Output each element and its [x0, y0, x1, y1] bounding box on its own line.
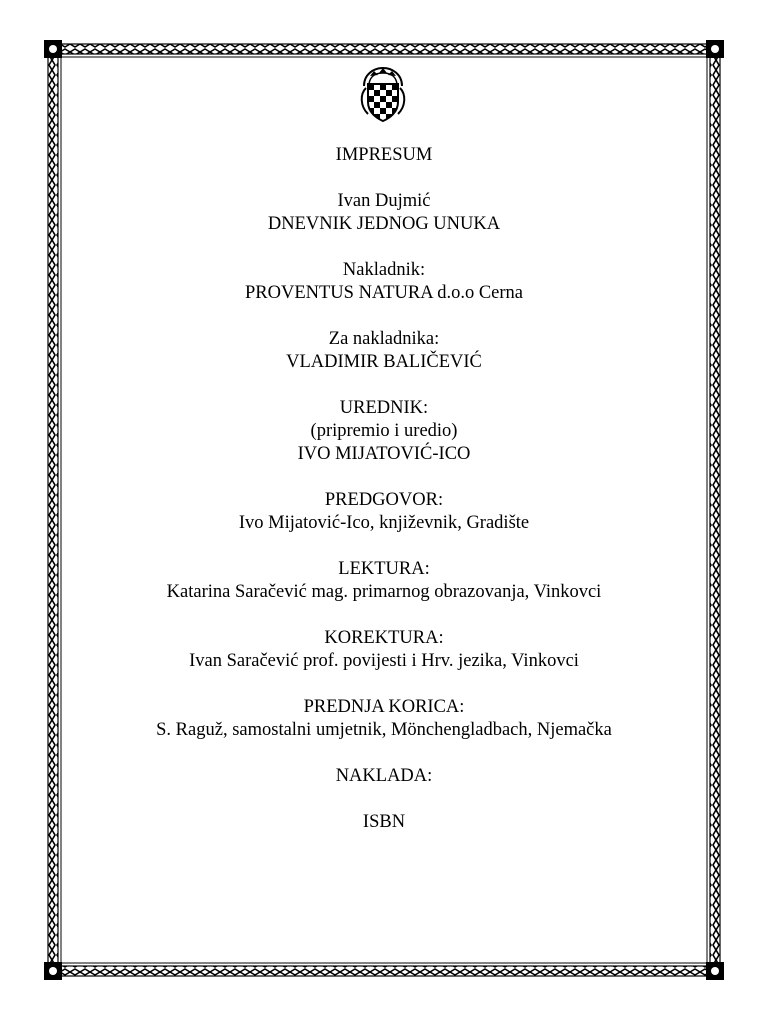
proofreading-block	[70, 558, 698, 604]
cover-label: PREDNJA KORICA:	[303, 697, 465, 717]
editor-label: UREDNIK:	[339, 398, 429, 418]
preface-value: Ivo Mijatović-Ico, književnik, Gradište	[238, 513, 530, 533]
editor-note: (pripremio i uredio)	[310, 421, 458, 441]
edition-label: NAKLADA:	[335, 766, 433, 786]
preface-label: PREDGOVOR:	[324, 490, 444, 510]
isbn-label: ISBN	[362, 812, 406, 832]
preface-block	[70, 489, 698, 535]
heading-block	[70, 144, 698, 167]
correction-value: Ivan Saračević prof. povijesti i Hrv. jezika, Vinkovci	[189, 651, 579, 671]
edition-block	[70, 765, 698, 788]
book-block	[70, 190, 698, 236]
author-name: Ivan Dujmić	[337, 191, 431, 211]
editor-block	[70, 397, 698, 466]
proofreading-label: LEKTURA:	[338, 559, 430, 579]
croatian-coat-of-arms-icon	[354, 66, 412, 124]
isbn-block	[70, 811, 698, 834]
for-publisher-block	[70, 328, 698, 374]
impresum-content	[70, 144, 698, 857]
publisher-block	[70, 259, 698, 305]
for-publisher-value: VLADIMIR BALIČEVIĆ	[286, 352, 482, 372]
correction-label: KOREKTURA:	[324, 628, 444, 648]
cover-block	[70, 696, 698, 742]
for-publisher-label: Za nakladnika:	[328, 329, 440, 349]
editor-value: IVO MIJATOVIĆ-ICO	[297, 444, 471, 464]
book-title: DNEVNIK JEDNOG UNUKA	[267, 214, 501, 234]
proofreading-value: Katarina Saračević mag. primarnog obrazovanja, Vinkovci	[166, 582, 602, 602]
cover-value: S. Raguž, samostalni umjetnik, Mönchengladbach, Njemačka	[156, 720, 612, 740]
correction-block	[70, 627, 698, 673]
publisher-label: Nakladnik:	[342, 260, 426, 280]
impresum-heading: IMPRESUM	[335, 145, 433, 165]
publisher-value: PROVENTUS NATURA d.o.o Cerna	[244, 283, 523, 303]
